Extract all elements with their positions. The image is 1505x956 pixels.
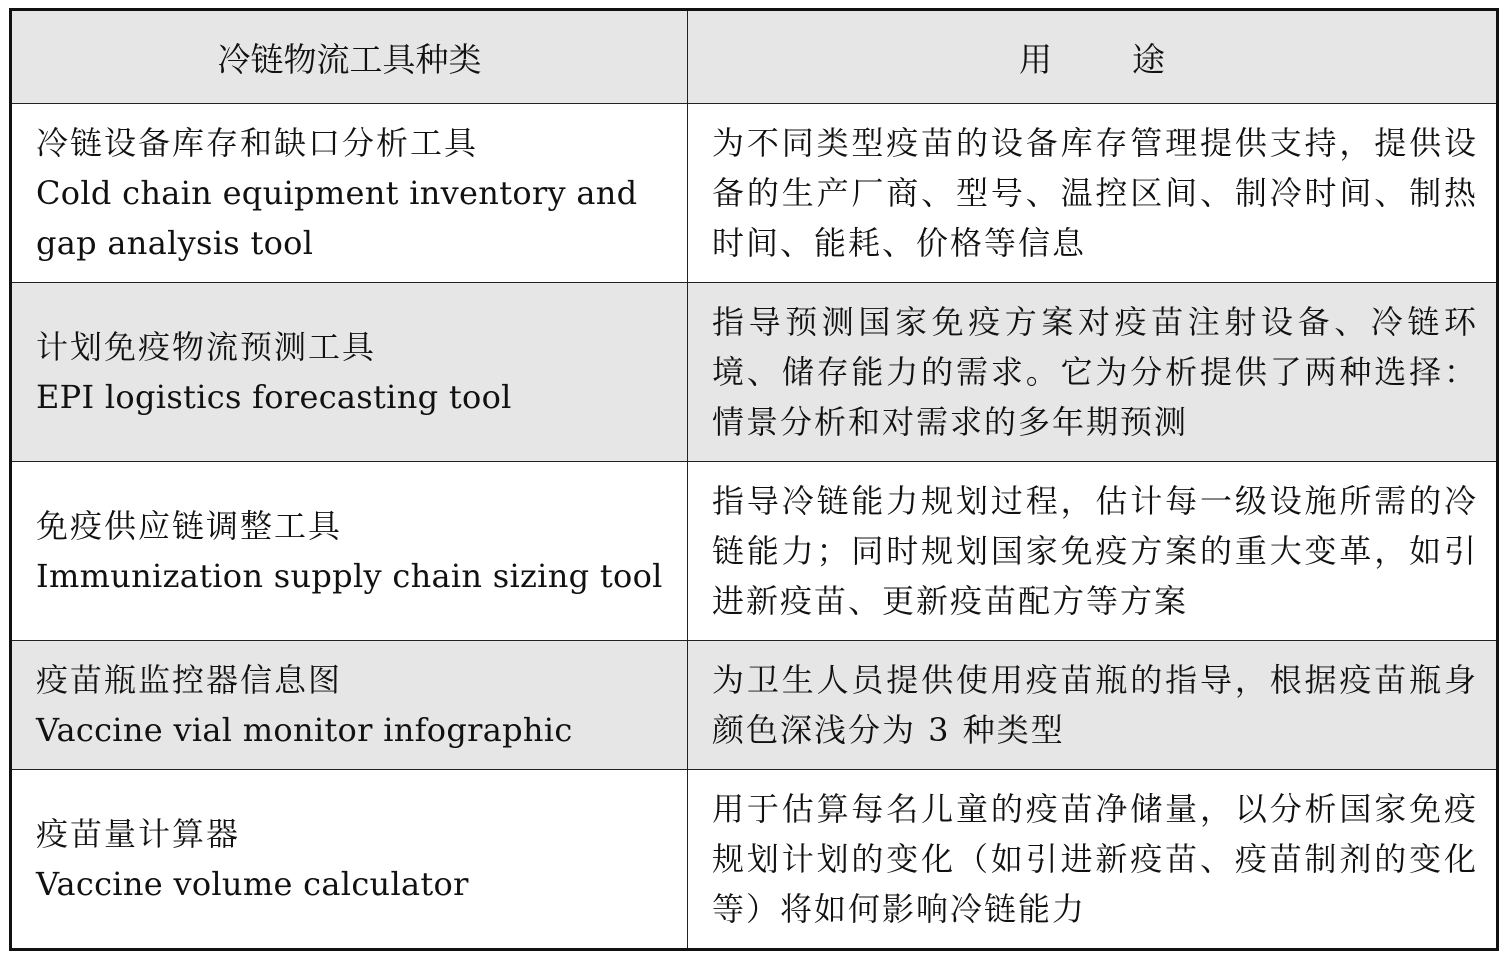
tool-name-en: Vaccine vial monitor infographic (36, 711, 573, 749)
table-row (11, 104, 1498, 283)
tool-name-cell (11, 283, 688, 462)
table-row (11, 641, 1498, 770)
table-row (11, 770, 1498, 950)
tool-usage-cell: 为不同类型疫苗的设备库存管理提供支持，提供设备的生产厂商、型号、温控区间、制冷时间、制热时间、能耗、价格等信息 (688, 104, 1498, 283)
tool-usage-cell: 指导冷链能力规划过程，估计每一级设施所需的冷链能力；同时规划国家免疫方案的重大变革，如引进新疫苗、更新疫苗配方等方案 (688, 462, 1498, 641)
header-usage: 用 途 (688, 10, 1498, 104)
table-row (11, 283, 1498, 462)
tool-usage-cell: 为卫生人员提供使用疫苗瓶的指导，根据疫苗瓶身颜色深浅分为 3 种类型 (688, 641, 1498, 770)
tool-name-zh: 冷链设备库存和缺口分析工具 (36, 124, 479, 162)
table-row (11, 462, 1498, 641)
cold-chain-tools-table (9, 8, 1499, 951)
tool-usage-cell: 指导预测国家免疫方案对疫苗注射设备、冷链环境、储存能力的需求。它为分析提供了两种选择：情景分析和对需求的多年期预测 (688, 283, 1498, 462)
tool-name-en: Immunization supply chain sizing tool (36, 557, 663, 595)
tool-name-cell (11, 462, 688, 641)
tool-name-zh: 计划免疫物流预测工具 (36, 328, 377, 366)
header-tool-type: 冷链物流工具种类 (11, 10, 688, 104)
tool-name-en: Vaccine volume calculator (36, 865, 469, 903)
tool-name-zh: 疫苗量计算器 (36, 815, 241, 853)
table-header-row (11, 10, 1498, 104)
tool-name-zh: 疫苗瓶监控器信息图 (36, 661, 343, 699)
tool-usage-cell: 用于估算每名儿童的疫苗净储量，以分析国家免疫规划计划的变化（如引进新疫苗、疫苗制剂的变化等）将如何影响冷链能力 (688, 770, 1498, 950)
tool-name-cell (11, 104, 688, 283)
tool-name-cell (11, 641, 688, 770)
tool-name-en: EPI logistics forecasting tool (36, 378, 512, 416)
tool-name-en: Cold chain equipment inventory and gap analysis tool (36, 174, 638, 262)
tool-name-cell (11, 770, 688, 950)
tool-name-zh: 免疫供应链调整工具 (36, 507, 343, 545)
